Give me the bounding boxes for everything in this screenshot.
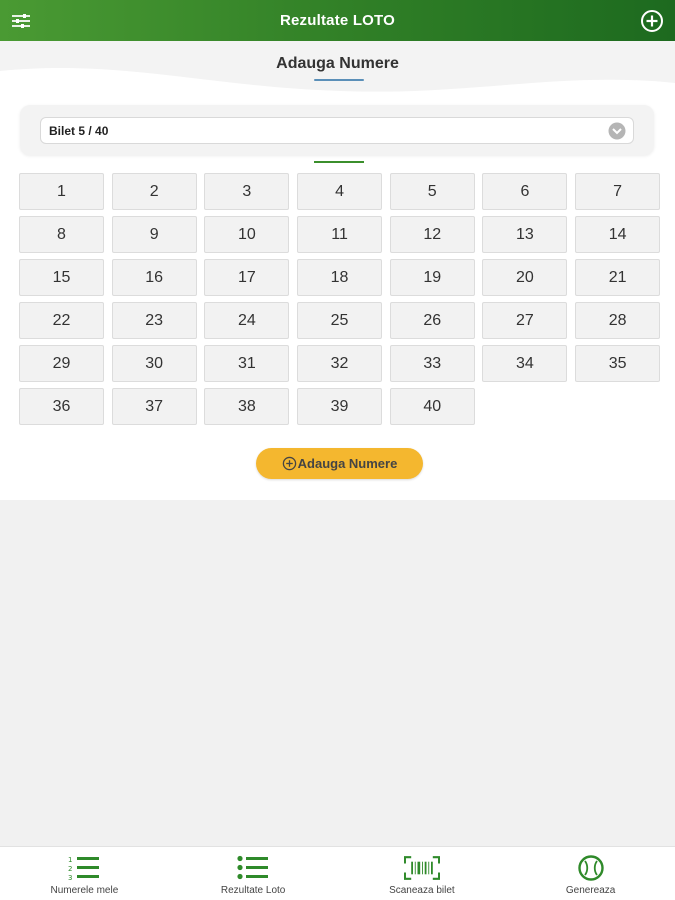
svg-text:2: 2: [68, 865, 73, 873]
number-cell[interactable]: 14: [575, 216, 660, 253]
numbered-list-icon: [66, 854, 102, 882]
title-underline: [314, 79, 364, 81]
number-cell[interactable]: 15: [19, 259, 104, 296]
number-cell[interactable]: 37: [112, 388, 197, 425]
number-cell[interactable]: 21: [575, 259, 660, 296]
ticket-type-select[interactable]: [40, 117, 634, 144]
number-cell[interactable]: 26: [390, 302, 475, 339]
number-cell[interactable]: 31: [204, 345, 289, 382]
number-cell[interactable]: 3: [204, 173, 289, 210]
number-cell[interactable]: 1: [19, 173, 104, 210]
number-cell[interactable]: 10: [204, 216, 289, 253]
number-cell[interactable]: 17: [204, 259, 289, 296]
number-cell[interactable]: 33: [390, 345, 475, 382]
number-cell[interactable]: 29: [19, 345, 104, 382]
number-cell[interactable]: 32: [297, 345, 382, 382]
number-cell[interactable]: 40: [390, 388, 475, 425]
ball-icon: [573, 854, 609, 882]
nav-genereaza[interactable]: [506, 847, 675, 900]
sliders-icon[interactable]: [10, 10, 32, 32]
number-cell[interactable]: 5: [390, 173, 475, 210]
nav-numerele-mele[interactable]: [0, 847, 169, 900]
ticket-select-card: [20, 105, 654, 155]
number-cell[interactable]: 30: [112, 345, 197, 382]
svg-text:3: 3: [68, 874, 73, 881]
add-numbers-button[interactable]: [256, 448, 423, 479]
nav-label: Numerele mele: [50, 885, 119, 896]
number-cell[interactable]: 9: [112, 216, 197, 253]
number-cell[interactable]: 11: [297, 216, 382, 253]
add-numbers-panel: [0, 41, 675, 500]
number-cell[interactable]: 23: [112, 302, 197, 339]
number-cell[interactable]: 36: [19, 388, 104, 425]
number-cell[interactable]: 27: [482, 302, 567, 339]
number-cell[interactable]: 34: [482, 345, 567, 382]
number-cell[interactable]: 12: [390, 216, 475, 253]
bullet-list-icon: [235, 854, 271, 882]
number-cell[interactable]: 8: [19, 216, 104, 253]
number-cell[interactable]: 6: [482, 173, 567, 210]
nav-rezultate-loto[interactable]: [169, 847, 338, 900]
plus-circle-icon: [282, 456, 297, 471]
number-cell[interactable]: 25: [297, 302, 382, 339]
nav-label: Scaneaza bilet: [389, 885, 455, 896]
number-cell[interactable]: 19: [390, 259, 475, 296]
header-wave: [0, 41, 675, 111]
number-cell[interactable]: 28: [575, 302, 660, 339]
add-numbers-label: Adauga Numere: [297, 456, 398, 471]
plus-circle-icon[interactable]: [639, 8, 665, 34]
barcode-scan-icon: [404, 854, 440, 882]
top-bar: [0, 0, 675, 41]
number-cell[interactable]: 35: [575, 345, 660, 382]
nav-scaneaza-bilet[interactable]: [338, 847, 507, 900]
number-cell[interactable]: 2: [112, 173, 197, 210]
number-grid: [19, 173, 660, 425]
app-title: Rezultate LOTO: [279, 12, 396, 29]
nav-label: Genereaza: [565, 885, 616, 896]
number-cell[interactable]: 7: [575, 173, 660, 210]
number-cell[interactable]: 18: [297, 259, 382, 296]
number-cell[interactable]: 38: [204, 388, 289, 425]
number-cell[interactable]: 39: [297, 388, 382, 425]
nav-label: Rezultate Loto: [220, 885, 286, 896]
page-title: Adauga Numere: [276, 55, 399, 72]
svg-text:1: 1: [68, 856, 73, 864]
bottom-nav: [0, 846, 675, 900]
chevron-down-circle-icon: [608, 122, 626, 140]
number-cell[interactable]: 20: [482, 259, 567, 296]
ticket-type-value: Bilet 5 / 40: [49, 123, 109, 138]
section-divider: [314, 161, 364, 163]
number-cell[interactable]: 13: [482, 216, 567, 253]
number-cell[interactable]: 24: [204, 302, 289, 339]
number-cell[interactable]: 16: [112, 259, 197, 296]
number-cell[interactable]: 22: [19, 302, 104, 339]
number-cell[interactable]: 4: [297, 173, 382, 210]
